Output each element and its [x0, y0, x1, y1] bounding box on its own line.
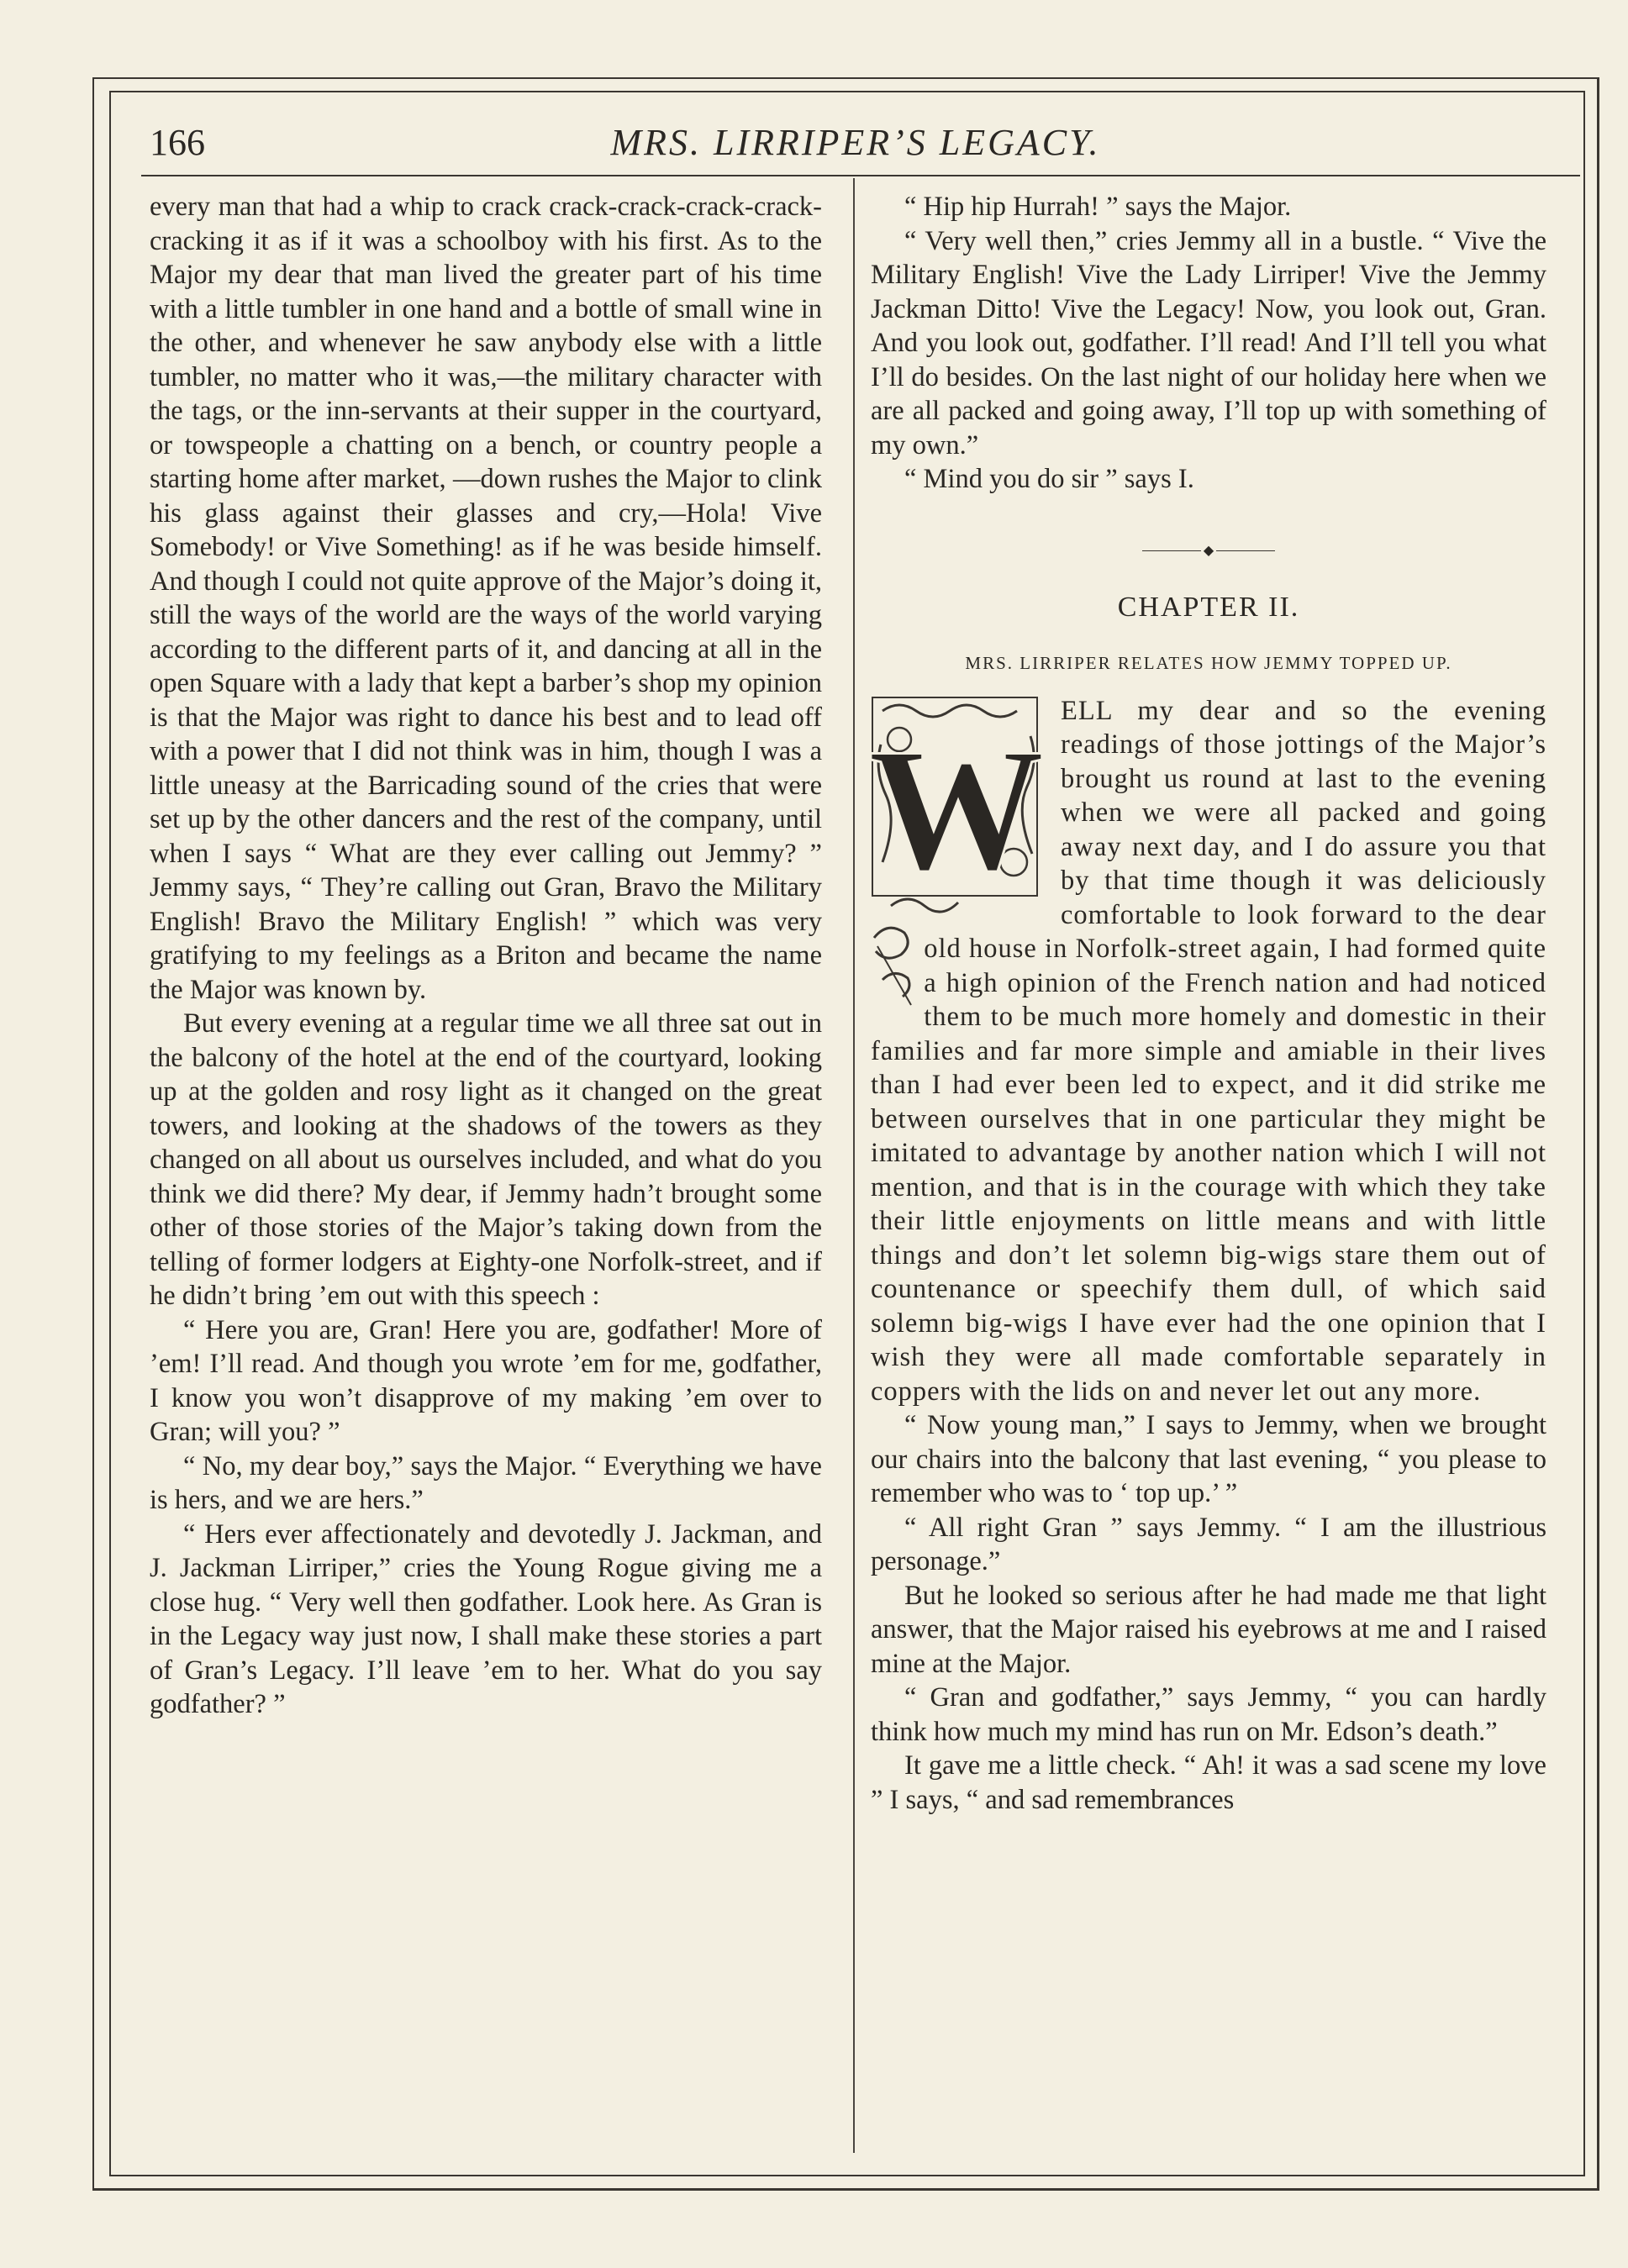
- paragraph: “ Here you are, Gran! Here you are, godfather! More of ’em! I’ll read. And though you wrote ’em for me, godfather, I know you won’t disapprove of my making ’em over to Gran; will you? ”: [150, 1314, 822, 1447]
- paragraph: “ Gran and godfather,” says Jemmy, “ you can hardly think how much my mind has run on Mr. Edson’s death.”: [871, 1682, 1546, 1747]
- page-number: 166: [150, 122, 205, 163]
- dropcap-letter: W: [868, 712, 1045, 908]
- paragraph: It gave me a little check. “ Ah! it was a sad scene my love ” I says, “ and sad remembrances: [871, 1750, 1546, 1815]
- header-rule: [141, 175, 1580, 176]
- section-ornament: ◆: [871, 537, 1546, 566]
- paragraph: “ Now young man,” I says to Jemmy, when we brought our chairs into the balcony that last evening, “ you please to remember who was to ‘ top up.’ ”: [871, 1410, 1546, 1508]
- column-divider: [853, 178, 855, 2153]
- paragraph: But every evening at a regular time we all three sat out in the balcony of the hotel at the end of the courtyard, looking up at the golden and rosy light as it changed on the great towers, and looking at the shadows of the towers as they changed on all about us ourselves included, and what do you think we did there? My dear, if Jemmy hadn’t brought some other of those stories of the Major’s taking down from the telling of former lodgers at Eighty-one Norfolk-street, and if he didn’t bring ’em out with this speech :: [150, 1008, 822, 1311]
- chapter-opening: [868, 694, 1546, 1409]
- paragraph: “ Hers ever affectionately and devotedly J. Jackman, and J. Jackman Lirriper,” cries the Young Rogue giving me a close hug. “ Very well then godfather. Look here. As Gran is in the Legacy way just now, I shall make these stories a part of Gran’s Legacy. I’ll leave ’em to her. What do you say godfather? ”: [150, 1518, 822, 1719]
- paragraph: “ Hip hip Hurrah! ” says the Major.: [904, 192, 1292, 222]
- paragraph: ELL my dear and so the evening readings of those jottings of the Major’s brought us round at last to the evening when we were all packed and going away next day, and I do assure you that by that time though it was deliciously comfortable to look forward to the dear old house in Norfolk-street again, I had formed quite a high opinion of the French nation and had noticed them to be much more homely and domestic in their families and far more simple and amiable in their lives than I had ever been led to expect, and it did strike me between ourselves that in one particular they might be imitated to advantage by another nation which I will not mention, and that is in the courage with which they take their little enjoyments on little means and with little things and don’t let solemn big-wigs stare them out of countenance or speechify them dull, of which said solemn big-wigs I have ever had the one opinion that I wish they were all made comfortable separately in coppers with the lids on and never let out any more.: [871, 695, 1546, 1407]
- right-column: [868, 190, 1546, 1817]
- paragraph: But he looked so serious after he had made me that light answer, that the Major raised his eyebrows at me and I raised mine at the Major.: [871, 1580, 1546, 1679]
- chapter-subtitle: MRS. LIRRIPER RELATES HOW JEMMY TOPPED UP.: [965, 653, 1452, 673]
- page-header: [141, 113, 1570, 171]
- paragraph: every man that had a whip to crack crack-crack-crack-crack-cracking it as if it was a schoolboy with his first. As to the Major my dear that man lived the greater part of his time with a little tumbler in one hand and a bottle of small wine in the other, and whenever he saw anybody else with a little tumbler, no matter who it was,—the military character with the tags, or the inn-servants at their supper in the courtyard, or towspeople a chatting on a bench, or country people a starting home after market, —down rushes the Major to clink his glass against their glasses and cry,—Hola! Vive Somebody! or Vive Something! as if he was beside himself. And though I could not quite approve of the Major’s doing it, still the ways of the world are the ways of the world varying according to the different parts of it, and dancing at all in the open Square with a lady that kept a barber’s shop my opinion is that the Major was right to dance his best and to lead off with a power that I did not think was in him, though I was a little uneasy at the Barricading sound of the cries that were set up by the other dancers and the rest of the company, until when I says “ What are they ever calling out Jemmy? ” Jemmy says, “ They’re calling out Gran, Bravo the Military English! Bravo the Military English! ” which was very gratifying to my feelings as a Briton and became the name the Major was known by.: [150, 192, 822, 1005]
- paragraph: “ Very well then,” cries Jemmy all in a bustle. “ Vive the Military English! Vive the Lady Lirriper! Vive the Jemmy Jackman Ditto! Vive the Legacy! Now, you look out, Gran. And you look out, godfather. I’ll read! And I’ll tell you what I’ll do besides. On the last night of our holiday here when we are all packed and going away, I’ll top up with something of my own.”: [871, 225, 1546, 460]
- paragraph: “ All right Gran ” says Jemmy. “ I am the illustrious personage.”: [871, 1512, 1546, 1576]
- paragraph: “ Mind you do sir ” says I.: [904, 464, 1194, 494]
- chapter-title: CHAPTER II.: [1117, 591, 1300, 623]
- paragraph: “ No, my dear boy,” says the Major. “ Everything we have is hers, and we are hers.”: [150, 1450, 822, 1515]
- left-column: [150, 190, 822, 1722]
- running-title: MRS. LIRRIPER’S LEGACY.: [610, 122, 1101, 163]
